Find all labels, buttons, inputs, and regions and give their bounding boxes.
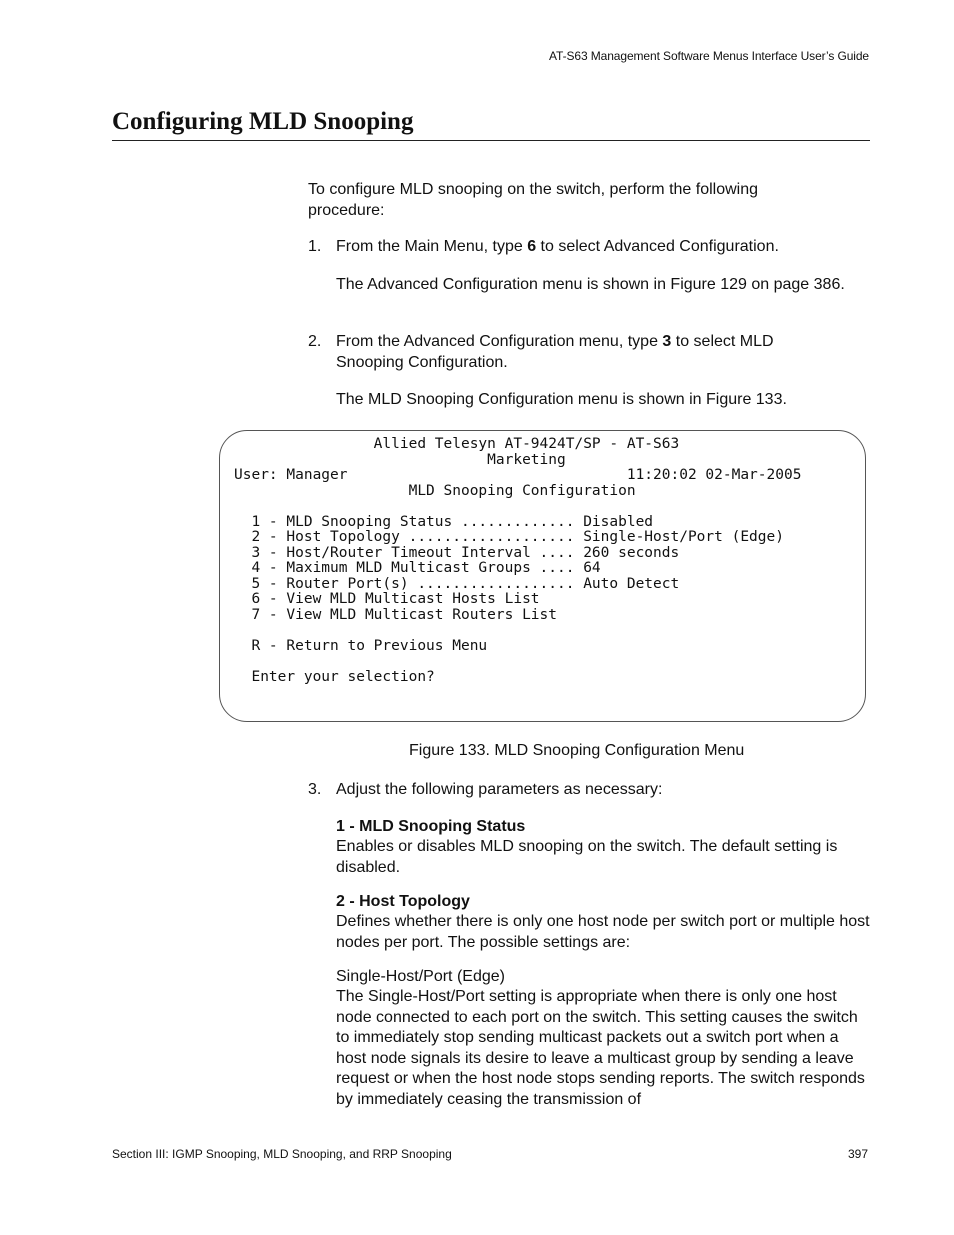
terminal-line: Enter your selection?: [234, 668, 435, 685]
step-3-number: 3.: [308, 781, 322, 798]
terminal-screen: [219, 430, 866, 722]
step-1-key: 6: [527, 238, 537, 255]
terminal-text: [234, 437, 801, 685]
param-1-body: Enables or disables MLD snooping on the switch. The default setting is disabled.: [336, 838, 838, 876]
step-2-text: [336, 332, 826, 373]
terminal-line: 3 - Host/Router Timeout Interval .... 260 seconds: [234, 544, 680, 561]
terminal-line: 5 - Router Port(s) .................. Auto Detect: [234, 575, 680, 592]
step-2-pre: From the Advanced Configuration menu, type: [336, 333, 663, 350]
terminal-line: 1 - MLD Snooping Status ............. Disabled: [234, 513, 654, 530]
footer-section: Section III: IGMP Snooping, MLD Snooping, and RRP Snooping: [112, 1147, 452, 1161]
step-2-key: 3: [662, 333, 672, 350]
step-1-pre: From the Main Menu, type: [336, 238, 528, 255]
step-1-text: [336, 237, 866, 258]
terminal-line: 4 - Maximum MLD Multicast Groups .... 64: [234, 560, 601, 576]
step-1-post: to select Advanced Configuration.: [536, 238, 779, 255]
param-1-heading: 1 - MLD Snooping Status: [336, 818, 526, 835]
footer-page-number: 397: [847, 1147, 868, 1161]
terminal-line: R - Return to Previous Menu: [234, 637, 488, 654]
intro-paragraph: To configure MLD snooping on the switch, perform the following procedure:: [308, 181, 759, 219]
step-2-number: 2.: [308, 333, 322, 350]
step-2-note: The MLD Snooping Configuration menu is shown in Figure 133.: [336, 391, 787, 408]
page-title: Configuring MLD Snooping: [112, 108, 414, 135]
terminal-line: 7 - View MLD Multicast Routers List: [234, 606, 558, 623]
terminal-line: Allied Telesyn AT-9424T/SP - AT-S63: [234, 436, 680, 452]
terminal-line: Marketing: [234, 451, 566, 468]
param-2-heading: 2 - Host Topology: [336, 893, 470, 910]
param-2-body: Defines whether there is only one host node per switch port or multiple host nodes per port. The possible settings are:: [336, 913, 870, 951]
terminal-line: User: Manager 11:20:02 02-Mar-2005: [234, 467, 802, 483]
step-3-text: Adjust the following parameters as necessary:: [336, 781, 663, 798]
title-rule: [112, 140, 870, 141]
setting-name: Single-Host/Port (Edge): [336, 968, 505, 985]
figure-caption: Figure 133. MLD Snooping Configuration Menu: [409, 742, 745, 759]
step-1-note: The Advanced Configuration menu is shown in Figure 129 on page 386.: [336, 276, 845, 293]
running-header: AT-S63 Management Software Menus Interface User’s Guide: [549, 49, 869, 63]
step-2-post: to select MLD Snooping Configuration.: [336, 333, 774, 371]
setting-body: The Single-Host/Port setting is appropriate when there is only one host node connected to each port on the switch. This setting causes the switch to immediately stop sending multicast packets out a switch port when a host node signals its desire to leave a multicast group by sending a leave request or when the host node stops sending reports. The switch responds by immediately ceasing the transmission of: [336, 988, 865, 1108]
terminal-line: 2 - Host Topology ................... Single-Host/Port (Edge): [234, 529, 784, 545]
terminal-line: MLD Snooping Configuration: [234, 482, 636, 499]
step-1-number: 1.: [308, 238, 322, 255]
terminal-line: 6 - View MLD Multicast Hosts List: [234, 591, 540, 607]
